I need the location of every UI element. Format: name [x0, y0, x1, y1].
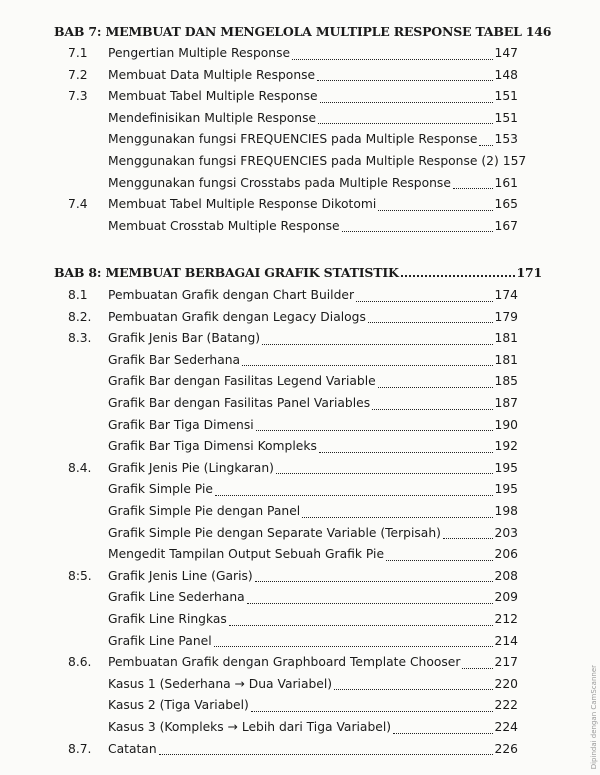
leader-dots — [320, 101, 493, 103]
entry-title: Grafik Bar dengan Fasilitas Panel Variables — [108, 396, 371, 410]
leader-dots — [319, 451, 493, 453]
entry-title: Kasus 2 (Tiga Variabel) — [108, 698, 249, 713]
toc-entry — [0, 739, 518, 761]
entry-title: Grafik Line Ringkas — [108, 612, 227, 626]
chapter-page-number: 171 — [516, 265, 542, 280]
toc-entry — [0, 173, 518, 195]
leader-dots — [276, 472, 493, 474]
entry-title: Grafik Line Sederhana — [108, 590, 245, 605]
leader-dots — [356, 300, 493, 302]
leader-dots — [229, 624, 493, 626]
chapter-7-heading — [54, 24, 552, 39]
leader-dots — [334, 688, 492, 690]
entry-page-number: 157 — [502, 154, 527, 168]
entry-page-number: 192 — [494, 439, 518, 454]
leader-dots — [247, 602, 493, 604]
toc-entry — [0, 631, 518, 653]
entry-page-number: 212 — [494, 612, 518, 626]
entry-page-number: 203 — [494, 525, 518, 540]
leader-dots — [479, 144, 492, 146]
leader-dots — [215, 494, 493, 496]
chapter-8-heading — [54, 265, 542, 280]
leader-dots — [462, 667, 492, 669]
entry-page-number: 181 — [494, 331, 518, 346]
entry-title: Membuat Tabel Multiple Response Dikotomi — [108, 197, 377, 212]
entry-title: Mendefinisikan Multiple Response — [108, 110, 317, 125]
leader-dots — [214, 645, 493, 647]
entry-page-number: 195 — [494, 460, 518, 475]
entry-page-number: 217 — [494, 655, 518, 670]
entry-title: Grafik Simple Pie — [108, 482, 213, 497]
toc-entry — [0, 129, 518, 151]
toc-entry — [0, 393, 518, 415]
toc-entry — [0, 151, 527, 173]
entry-page-number: 214 — [494, 633, 518, 648]
toc-entry — [0, 65, 518, 87]
entry-title: Catatan — [108, 741, 157, 756]
leader-dots — [386, 559, 493, 561]
toc-entry — [0, 609, 518, 631]
leader-dots — [317, 79, 492, 81]
entry-page-number: 224 — [494, 720, 518, 734]
entry-page-number: 198 — [494, 504, 518, 518]
entry-page-number: 220 — [494, 676, 518, 691]
chapter-title: BAB 7: MEMBUAT DAN MENGELOLA MULTIPLE RESPONSE TABEL — [54, 24, 522, 39]
entry-title: Pembuatan Grafik dengan Legacy Dialogs — [108, 309, 366, 324]
entry-title: Pembuatan Grafik dengan Chart Builder — [108, 288, 355, 302]
entry-page-number: 222 — [494, 698, 518, 713]
entry-title: Membuat Tabel Multiple Response — [108, 89, 318, 104]
entry-page-number: 167 — [494, 218, 518, 233]
toc-entry — [0, 216, 518, 238]
toc-entry — [0, 285, 518, 307]
entry-page-number: 226 — [494, 741, 518, 756]
entry-title: Menggunakan fungsi Crosstabs pada Multiple Response — [108, 175, 451, 190]
toc-entry — [0, 307, 518, 329]
entry-title: Menggunakan fungsi FREQUENCIES pada Multiple Response — [108, 132, 478, 147]
leader-dots — [318, 122, 492, 124]
entry-title: Grafik Simple Pie dengan Panel — [108, 504, 301, 518]
leader-dots — [262, 343, 492, 345]
entry-title: Membuat Data Multiple Response — [108, 67, 316, 82]
entry-title: Grafik Jenis Line (Garis) — [108, 568, 253, 583]
toc-entry — [0, 695, 518, 717]
leader-dots — [342, 230, 493, 232]
leader-dots — [368, 321, 493, 323]
entry-title: Grafik Line Panel — [108, 633, 212, 648]
entry-title: Pengertian Multiple Response — [108, 46, 291, 60]
section-number: 8:5. — [68, 568, 92, 583]
entry-page-number: 151 — [494, 110, 518, 125]
entry-title: Mengedit Tampilan Output Sebuah Grafik Pie — [108, 547, 385, 562]
toc-entry — [0, 652, 518, 674]
leader-dots — [443, 537, 493, 539]
toc-entry — [0, 415, 518, 437]
entry-page-number: 153 — [494, 132, 518, 147]
leader-dots — [302, 516, 492, 518]
toc-entry — [0, 108, 518, 130]
entry-title: Kasus 1 (Sederhana → Dua Variabel) — [108, 676, 333, 691]
entry-page-number: 179 — [494, 309, 518, 324]
entry-page-number: 174 — [494, 288, 518, 302]
leader-dots — [242, 364, 492, 366]
entry-title: Grafik Jenis Pie (Lingkaran) — [108, 460, 274, 475]
toc-entry — [0, 587, 518, 609]
entry-page-number: 209 — [494, 590, 518, 605]
section-number: 7.1 — [68, 46, 88, 60]
toc-entry — [0, 436, 518, 458]
toc-entry — [0, 194, 518, 216]
entry-page-number: 208 — [494, 568, 518, 583]
entry-page-number: 161 — [494, 175, 518, 190]
entry-title: Menggunakan fungsi FREQUENCIES pada Multiple Response (2) — [108, 154, 499, 168]
entry-page-number: 147 — [494, 46, 518, 60]
entry-page-number: 151 — [494, 89, 518, 104]
toc-entry — [0, 458, 518, 480]
entry-title: Grafik Simple Pie dengan Separate Variable (Terpisah) — [108, 525, 441, 540]
toc-entry — [0, 350, 518, 372]
toc-entry — [0, 674, 518, 696]
entry-title: Pembuatan Grafik dengan Graphboard Template Chooser — [108, 655, 461, 670]
entry-page-number: 190 — [494, 417, 518, 432]
scanner-watermark: Dipindai dengan CamScanner — [590, 664, 598, 769]
entry-title: Kasus 3 (Kompleks → Lebih dari Tiga Variabel) — [108, 720, 392, 734]
entry-page-number: 165 — [494, 197, 518, 212]
section-number: 8.4. — [68, 460, 92, 475]
entry-page-number: 195 — [494, 482, 518, 497]
leader-dots — [372, 408, 492, 410]
toc-entry — [0, 371, 518, 393]
section-number: 7.2 — [68, 67, 88, 82]
entry-title: Grafik Bar Tiga Dimensi — [108, 417, 254, 432]
section-number: 7.3 — [68, 89, 88, 104]
leader-dots — [378, 209, 492, 211]
leader-dots — [292, 58, 492, 60]
section-number: 8.3. — [68, 331, 92, 346]
leader-dots — [378, 386, 493, 388]
section-number: 8.7. — [68, 741, 92, 756]
entry-page-number: 187 — [494, 396, 518, 410]
toc-entry — [0, 544, 518, 566]
leader-dots — [401, 274, 515, 277]
entry-title: Grafik Bar dengan Fasilitas Legend Variable — [108, 374, 376, 389]
leader-dots — [256, 429, 493, 431]
toc-entry — [0, 86, 518, 108]
entry-title: Membuat Crosstab Multiple Response — [108, 218, 340, 233]
entry-page-number: 185 — [494, 374, 518, 389]
entry-title: Grafik Bar Tiga Dimensi Kompleks — [108, 439, 317, 454]
section-number: 8.1 — [68, 288, 88, 302]
toc-entry — [0, 501, 518, 523]
leader-dots — [159, 753, 493, 755]
leader-dots — [255, 580, 493, 582]
leader-dots — [453, 187, 493, 189]
entry-title: Grafik Jenis Bar (Batang) — [108, 331, 261, 346]
toc-entry — [0, 566, 518, 588]
entry-page-number: 148 — [494, 67, 518, 82]
toc-entry — [0, 43, 518, 65]
section-number: 8.2. — [68, 309, 92, 324]
toc-entry — [0, 523, 518, 545]
chapter-page-number: 146 — [525, 24, 552, 39]
leader-dots — [393, 732, 492, 734]
toc-entry — [0, 717, 518, 739]
chapter-title: BAB 8: MEMBUAT BERBAGAI GRAFIK STATISTIK — [54, 265, 399, 280]
toc-entry — [0, 479, 518, 501]
section-number: 7.4 — [68, 197, 88, 212]
section-number: 8.6. — [68, 655, 92, 670]
entry-page-number: 181 — [494, 352, 518, 367]
entry-title: Grafik Bar Sederhana — [108, 352, 241, 367]
entry-page-number: 206 — [494, 547, 518, 562]
leader-dots — [251, 710, 493, 712]
toc-entry — [0, 328, 518, 350]
